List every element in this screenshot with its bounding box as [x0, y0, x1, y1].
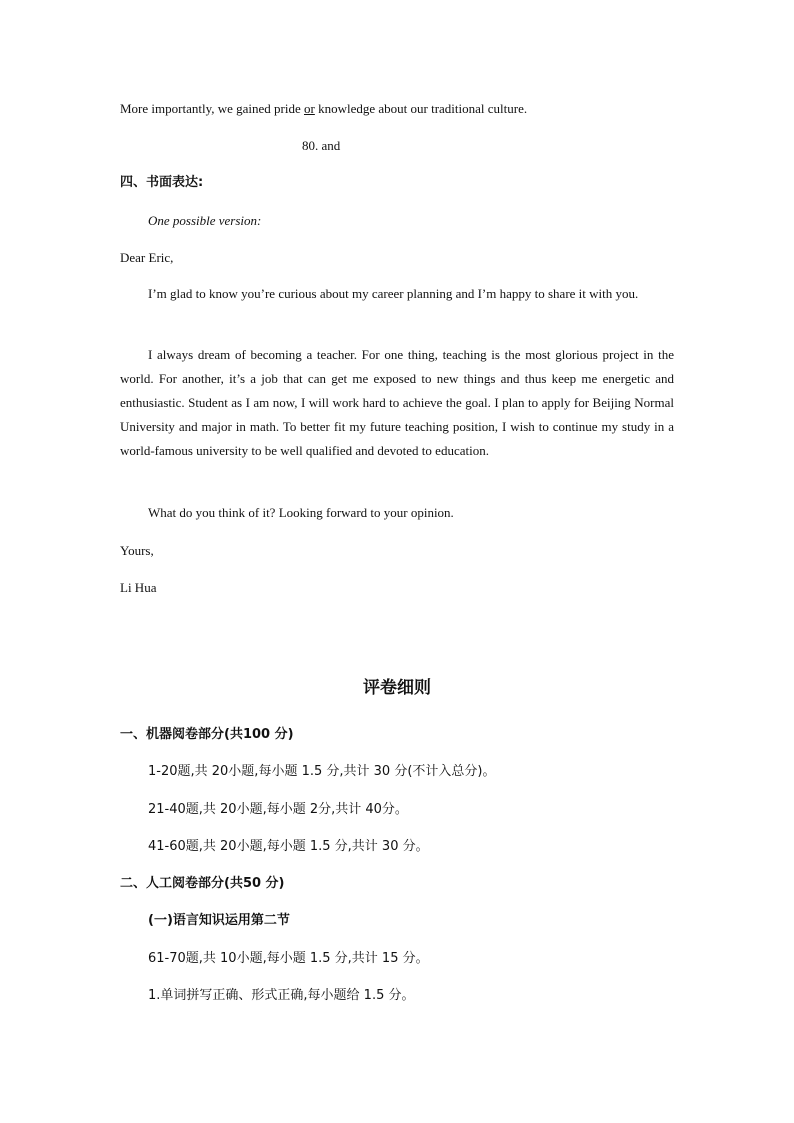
- letter-paragraph-3: What do you think of it? Looking forward to your opinion.: [148, 505, 454, 520]
- answer-line-important: [120, 101, 527, 116]
- part2-heading: 二、人工阅卷部分(共50 分): [120, 876, 285, 891]
- part1-line-2: 21-40题,共 20小题,每小题 2分,共计 40分。: [148, 802, 408, 817]
- letter-closing: Yours,: [120, 543, 154, 558]
- letter-paragraph-2: I always dream of becoming a teacher. For one thing, teaching is the most glorious project in the world. For another, it’s a job that can get me exposed to new things and thus keep me energetic and enthusiastic. Student as I am now, I will work hard to achieve the goal. I plan to apply for Beijing Normal University and major in math. To better fit my future teaching position, I wish to continue my study in a world-famous university to be well qualified and devoted to education.: [120, 347, 674, 458]
- answer-line-after: knowledge about our traditional culture.: [314, 101, 528, 116]
- part2-sub-heading: (一)语言知识运用第二节: [148, 913, 290, 928]
- answer-line-before: More importantly, we gained pride: [120, 101, 304, 116]
- part1-line-1: 1-20题,共 20小题,每小题 1.5 分,共计 30 分(不计入总分)。: [148, 764, 496, 779]
- correction-80: 80. and: [302, 138, 341, 153]
- part2-line-2: 1.单词拼写正确、形式正确,每小题给 1.5 分。: [148, 988, 415, 1003]
- answer-line-underlined-word: or: [304, 101, 315, 116]
- letter-signature: Li Hua: [120, 580, 157, 595]
- version-label: One possible version:: [148, 213, 262, 228]
- letter-paragraph-1: I’m glad to know you’re curious about my career planning and I’m happy to share it with you.: [148, 286, 639, 301]
- part1-line-3: 41-60题,共 20小题,每小题 1.5 分,共计 30 分。: [148, 839, 429, 854]
- part2-line-1: 61-70题,共 10小题,每小题 1.5 分,共计 15 分。: [148, 951, 429, 966]
- letter-salutation: Dear Eric,: [120, 250, 174, 265]
- part1-heading: 一、机器阅卷部分(共100 分): [120, 727, 294, 742]
- writing-section-heading: 四、书面表达:: [120, 175, 204, 190]
- grading-rules-title: 评卷细则: [363, 678, 431, 698]
